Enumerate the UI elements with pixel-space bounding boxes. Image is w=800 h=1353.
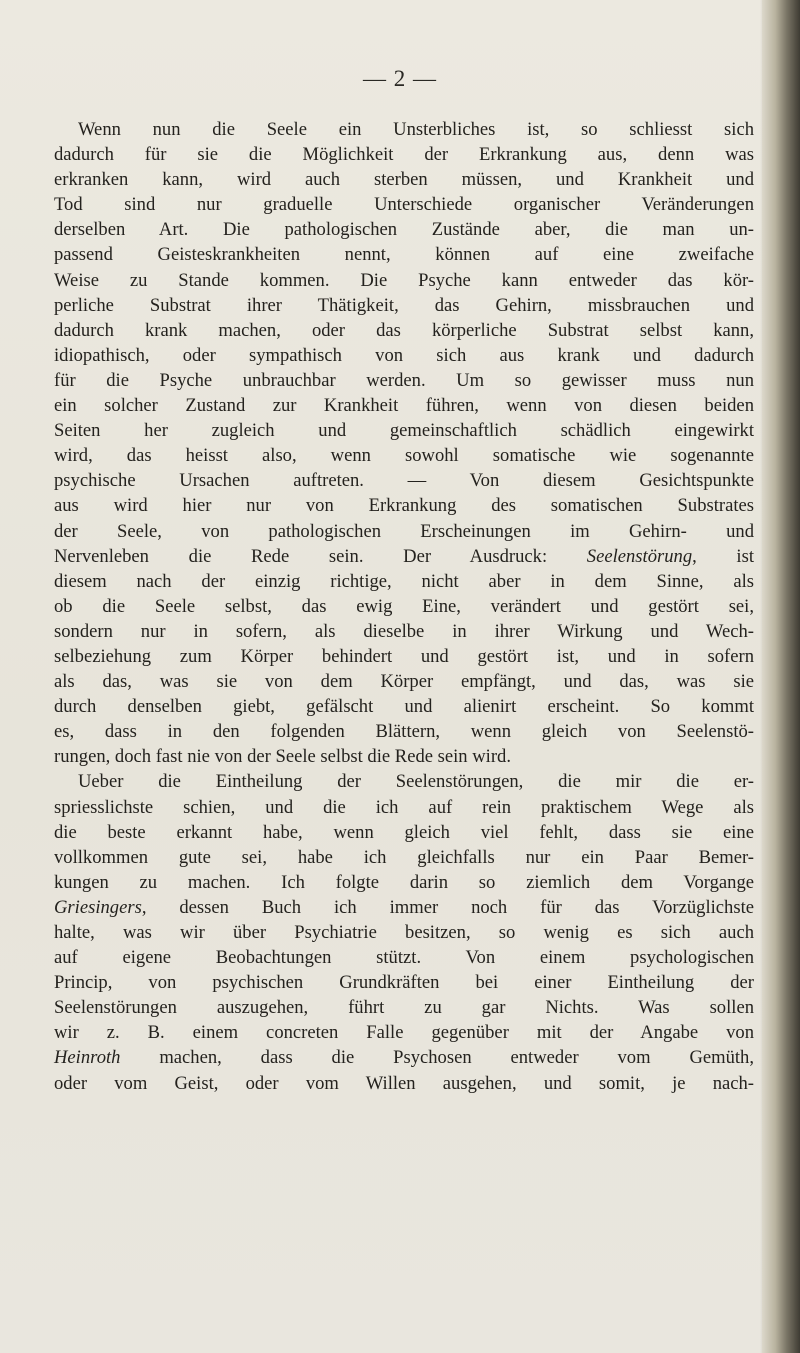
text-line: spriesslichste schien, und die ich auf rein praktischem Wege als xyxy=(54,796,754,818)
text-line: Wenn nun die Seele ein Unsterbliches ist, so schliesst sich xyxy=(78,119,754,140)
body-text xyxy=(54,117,754,1096)
text-line: halte, was wir über Psychiatrie besitzen, so wenig es sich auch xyxy=(54,922,754,943)
text-line: passend Geisteskrankheiten nennt, können auf eine zweifache xyxy=(54,244,754,266)
text-line: derselben Art. Die pathologischen Zustände aber, die man un- xyxy=(54,219,754,241)
text-line: die beste erkannt habe, wenn gleich viel fehlt, dass sie eine xyxy=(54,821,754,843)
text-line: kungen zu machen. Ich folgte darin so ziemlich dem Vorgange xyxy=(54,871,754,893)
text-segment: machen, dass die Psychosen entweder vom Gemüth, xyxy=(120,1047,754,1069)
text-line: ob die Seele selbst, das ewig Eine, verändert und gestört sei, xyxy=(54,595,754,617)
text-line xyxy=(54,895,754,920)
text-line: durch denselben giebt, gefälscht und alienirt erscheint. So kommt xyxy=(54,696,754,718)
text-line: als das, was sie von dem Körper empfängt, und das, was sie xyxy=(54,671,754,693)
text-line: rungen, doch fast nie von der Seele selbst die Rede sein wird. xyxy=(54,746,511,768)
text-line: dadurch für sie die Möglichkeit der Erkrankung aus, denn was xyxy=(54,144,754,166)
page-edge xyxy=(762,0,800,1353)
text-line xyxy=(54,1045,754,1070)
text-line: wir z. B. einem concreten Falle gegenüber mit der Angabe von xyxy=(54,1022,754,1044)
text-line: ein solcher Zustand zur Krankheit führen, wenn von diesen beiden xyxy=(54,395,754,417)
text-line: auf eigene Beobachtungen stützt. Von einem psychologischen xyxy=(54,947,754,969)
text-line: selbeziehung zum Körper behindert und gestört ist, und in sofern xyxy=(54,645,754,667)
text-line: vollkommen gute sei, habe ich gleichfalls nur ein Paar Bemer- xyxy=(54,846,754,868)
text-line: erkranken kann, wird auch sterben müssen, und Krankheit und xyxy=(54,169,754,191)
text-line: diesem nach der einzig richtige, nicht aber in dem Sinne, als xyxy=(54,570,754,592)
text-line: idiopathisch, oder sympathisch von sich aus krank und dadurch xyxy=(54,344,754,366)
text-line: der Seele, von pathologischen Erscheinungen im Gehirn- und xyxy=(54,520,754,542)
text-line: psychische Ursachen auftreten. — Von diesem Gesichtspunkte xyxy=(54,470,754,492)
emphasized-name: Heinroth xyxy=(54,1047,121,1069)
emphasized-name: Seelenstörung xyxy=(586,545,693,567)
text-line: es, dass in den folgenden Blättern, wenn gleich von Seelenstö- xyxy=(54,721,754,743)
text-line: Princip, von psychischen Grundkräften bei einer Eintheilung der xyxy=(54,972,754,994)
emphasized-name: Griesingers xyxy=(54,896,142,918)
text-line: Ueber die Eintheilung der Seelenstörungen, die mir die er- xyxy=(78,771,754,793)
text-line xyxy=(54,544,754,569)
text-line: aus wird hier nur von Erkrankung des somatischen Substrates xyxy=(54,495,754,517)
text-line: sondern nur in sofern, als dieselbe in ihrer Wirkung und Wech- xyxy=(54,620,754,642)
text-segment: Nervenleben die Rede sein. Der Ausdruck: xyxy=(54,545,587,567)
text-line: für die Psyche unbrauchbar werden. Um so gewisser muss nun xyxy=(54,369,754,391)
text-line: Seiten her zugleich und gemeinschaftlich schädlich eingewirkt xyxy=(54,420,754,442)
text-segment: , dessen Buch ich immer noch für das Vorzüglichste xyxy=(141,896,754,918)
page-number: — 2 — xyxy=(363,66,437,91)
text-line: Weise zu Stande kommen. Die Psyche kann entweder das kör- xyxy=(54,269,754,291)
text-line: oder vom Geist, oder vom Willen ausgehen, und somit, je nach- xyxy=(54,1072,754,1094)
text-line: perliche Substrat ihrer Thätigkeit, das Gehirn, missbrauchen und xyxy=(54,294,754,316)
text-segment: , ist xyxy=(692,545,755,567)
text-line: Tod sind nur graduelle Unterschiede organischer Veränderungen xyxy=(54,194,754,216)
text-line: wird, das heisst also, wenn sowohl somatische wie sogenannte xyxy=(54,445,754,467)
text-line: dadurch krank machen, oder das körperliche Substrat selbst kann, xyxy=(54,319,754,341)
text-line: Seelenstörungen auszugehen, führt zu gar Nichts. Was sollen xyxy=(54,997,754,1019)
